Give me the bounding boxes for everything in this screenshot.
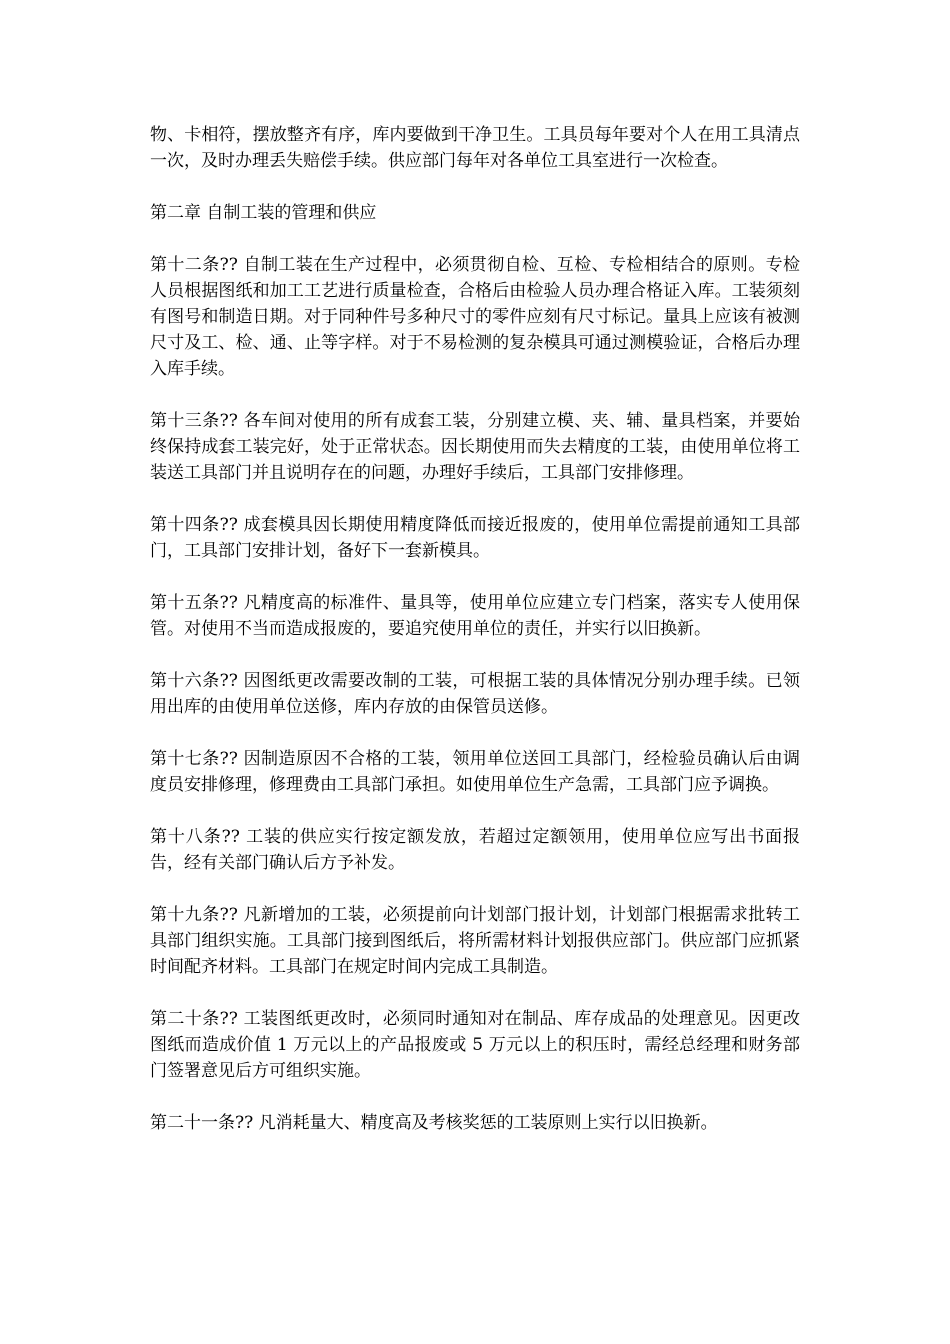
article-18: 第十八条?? 工装的供应实行按定额发放，若超过定额领用，使用单位应写出书面报告，经有关部门确认后方予补发。 bbox=[150, 827, 800, 873]
article-17: 第十七条?? 因制造原因不合格的工装，领用单位送回工具部门，经检验员确认后由调度员安排修理，修理费由工具部门承担。如使用单位生产急需，工具部门应予调换。 bbox=[150, 749, 800, 795]
document-page bbox=[150, 122, 800, 1136]
article-13: 第十三条?? 各车间对使用的所有成套工装，分别建立模、夹、辅、量具档案，并要始终保持成套工装完好，处于正常状态。因长期使用而失去精度的工装，由使用单位将工装送工具部门并且说明存在的问题，办理好手续后，工具部门安排修理。 bbox=[150, 411, 800, 483]
article-15: 第十五条?? 凡精度高的标准件、量具等，使用单位应建立专门档案，落实专人使用保管。对使用不当而造成报废的，要追究使用单位的责任，并实行以旧换新。 bbox=[150, 593, 800, 639]
chapter-heading: 第二章 自制工装的管理和供应 bbox=[150, 203, 377, 223]
article-14: 第十四条?? 成套模具因长期使用精度降低而接近报废的，使用单位需提前通知工具部门，工具部门安排计划，备好下一套新模具。 bbox=[150, 515, 800, 561]
article-12: 第十二条?? 自制工装在生产过程中，必须贯彻自检、互检、专检相结合的原则。专检人员根据图纸和加工工艺进行质量检查，合格后由检验人员办理合格证入库。工装须刻有图号和制造日期。对于同种件号多种尺寸的零件应刻有尺寸标记。量具上应该有被测尺寸及工、检、通、止等字样。对于不易检测的复杂模具可通过测模验证，合格后办理入库手续。 bbox=[150, 255, 800, 379]
paragraph-continuation: 物、卡相符，摆放整齐有序，库内要做到干净卫生。工具员每年要对个人在用工具清点一次，及时办理丢失赔偿手续。供应部门每年对各单位工具室进行一次检查。 bbox=[150, 125, 800, 171]
article-21: 第二十一条?? 凡消耗量大、精度高及考核奖惩的工装原则上实行以旧换新。 bbox=[150, 1113, 718, 1133]
article-19: 第十九条?? 凡新增加的工装，必须提前向计划部门报计划，计划部门根据需求批转工具部门组织实施。工具部门接到图纸后，将所需材料计划报供应部门。供应部门应抓紧时间配齐材料。工具部门在规定时间内完成工具制造。 bbox=[150, 905, 800, 977]
article-16: 第十六条?? 因图纸更改需要改制的工装，可根据工装的具体情况分别办理手续。已领用出库的由使用单位送修，库内存放的由保管员送修。 bbox=[150, 671, 800, 717]
article-20: 第二十条?? 工装图纸更改时，必须同时通知对在制品、库存成品的处理意见。因更改图纸而造成价值 1 万元以上的产品报废或 5 万元以上的积压时，需经总经理和财务部门签署意见后方可组织实施。 bbox=[150, 1009, 800, 1081]
